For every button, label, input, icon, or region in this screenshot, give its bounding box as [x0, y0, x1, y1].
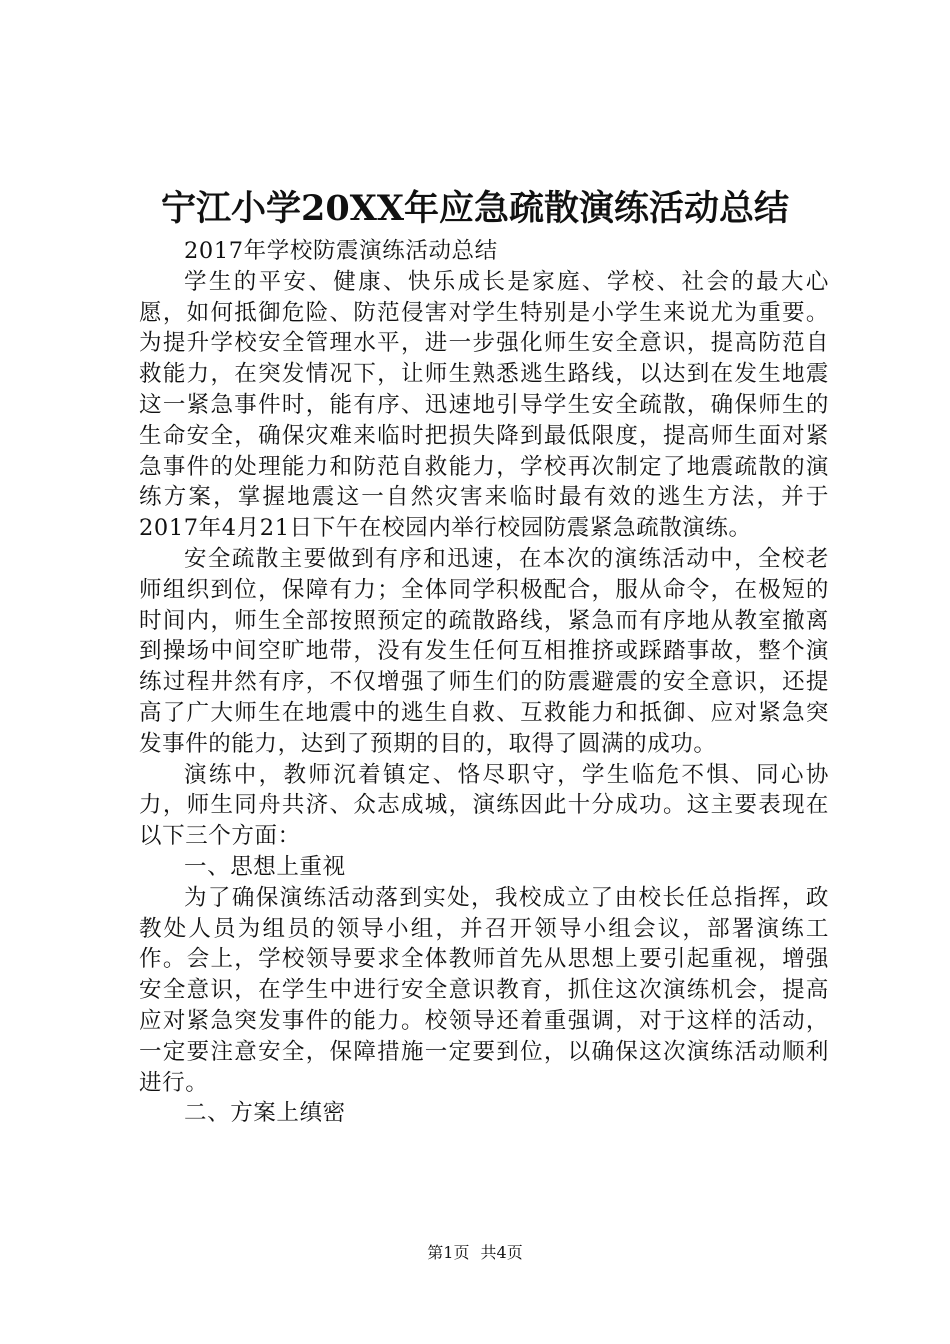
page-total: 共4页 — [480, 1243, 523, 1262]
document-body — [139, 236, 829, 1129]
document-title: 宁江小学20XX年应急疏散演练活动总结 — [160, 188, 790, 229]
document-subtitle: 2017年学校防震演练活动总结 — [184, 238, 498, 264]
section-heading-1: 一、思想上重视 — [184, 853, 346, 880]
paragraph-evacuation: 安全疏散主要做到有序和迅速，在本次的演练活动中，全校老师组织到位，保障有力；全体同学积极配合，服从命令，在极短的时间内，师生全部按照预定的疏散路线，紧急而有序地从教室撤离到操场中间空旷地带，没有发生任何互相推挤或踩踏事故，整个演练过程井然有序，不仅增强了师生们的防震避震的安全意识，还提高了广大师生在地震中的逃生自救、互救能力和抵御、应对紧急突发事件的能力，达到了预期的目的，取得了圆满的成功。 — [139, 545, 829, 757]
paragraph-intro: 学生的平安、健康、快乐成长是家庭、学校、社会的最大心愿，如何抵御危险、防范侵害对学生特别是小学生来说尤为重要。为提升学校安全管理水平，进一步强化师生安全意识，提高防范自救能力，在突发情况下，让师生熟悉逃生路线，以达到在发生地震这一紧急事件时，能有序、迅速地引导学生安全疏散，确保师生的生命安全，确保灾难来临时把损失降到最低限度，提高师生面对紧急事件的处理能力和防范自救能力，学校再次制定了地震疏散的演练方案，掌握地震这一自然灾害来临时最有效的逃生方法，并于2017年4月21日下午在校园内举行校园防震紧急疏散演练。 — [139, 268, 829, 542]
paragraph-performance: 演练中，教师沉着镇定、恪尽职守，学生临危不惧、同心协力，师生同舟共济、众志成城，演练因此十分成功。这主要表现在以下三个方面： — [139, 761, 829, 850]
paragraph-section-1: 为了确保演练活动落到实处，我校成立了由校长任总指挥，政教处人员为组员的领导小组，并召开领导小组会议，部署演练工作。会上，学校领导要求全体教师首先从思想上要引起重视，增强安全意识，在学生中进行安全意识教育，抓住这次演练机会，提高应对紧急突发事件的能力。校领导还着重强调，对于这样的活动，一定要注意安全，保障措施一定要到位，以确保这次演练活动顺利进行。 — [139, 884, 829, 1096]
section-heading-2: 二、方案上缜密 — [184, 1100, 346, 1127]
page-footer — [0, 1242, 950, 1264]
page-number: 第1页 — [427, 1243, 470, 1262]
